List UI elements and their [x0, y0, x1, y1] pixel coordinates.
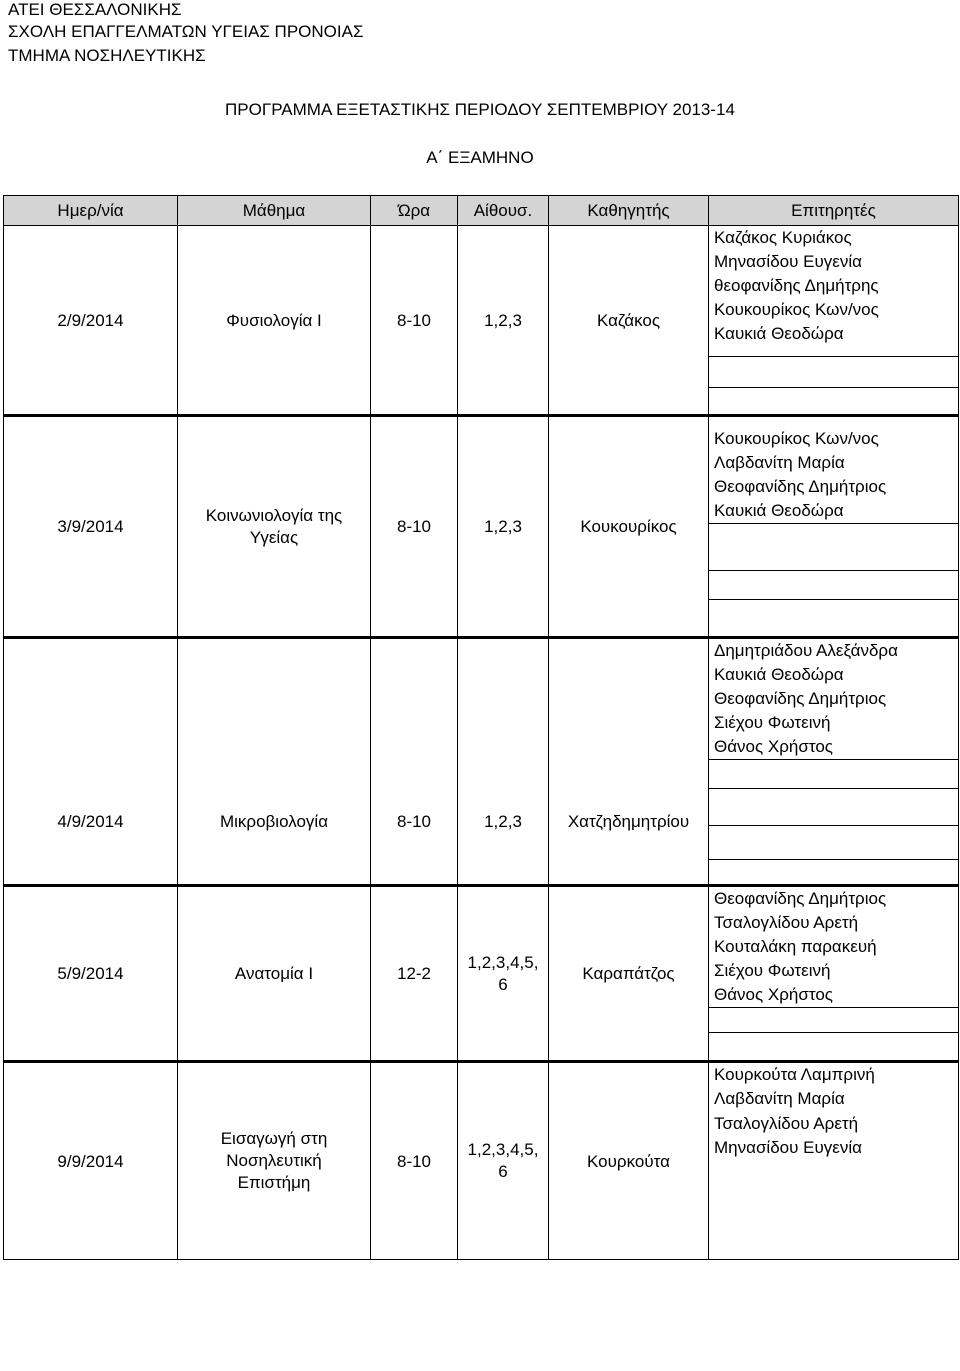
supervisor-name: Καυκιά Θεοδώρα — [709, 499, 959, 524]
supervisor-name: Θεοφανίδης Δημήτριος — [709, 475, 959, 499]
institution-name: ΑΤΕΙ ΘΕΣΣΑΛΟΝΙΚΗΣ — [8, 0, 182, 19]
supervisor-name: Σιέχου Φωτεινή — [709, 711, 959, 735]
supervisor-name: Σιέχου Φωτεινή — [709, 959, 959, 983]
exam-course — [178, 1062, 371, 1260]
supervisor-slot-empty — [709, 826, 959, 860]
course-name-line: Υγείας — [249, 527, 299, 547]
supervisor-name: Καυκιά Θεοδώρα — [709, 322, 959, 346]
supervisor-slot-empty — [709, 388, 959, 416]
exam-rooms: 1,2,3 — [458, 638, 549, 886]
supervisor-slot-empty — [709, 600, 959, 638]
course-name-line: Νοσηλευτική — [226, 1151, 322, 1170]
exam-date: 5/9/2014 — [4, 886, 178, 1062]
exam-rooms — [458, 886, 549, 1062]
exam-professor: Κουρκούτα — [549, 1062, 709, 1260]
supervisor-slot-empty — [709, 1033, 959, 1062]
exam-time: 8-10 — [371, 638, 458, 886]
supervisor-name: Θεοφανίδης Δημήτριος — [709, 886, 959, 912]
column-header-course: Μάθημα — [178, 196, 371, 226]
supervisor-name: Κουκουρίκος Κων/νος — [709, 298, 959, 322]
column-header-time: Ώρα — [371, 196, 458, 226]
page-title: ΠΡΟΓΡΑΜΜΑ ΕΞΕΤΑΣΤΙΚΗΣ ΠΕΡΙΟΔΟΥ ΣΕΠΤΕΜΒΡΙΟΥ 2013-14 — [225, 100, 735, 119]
table-header-row — [4, 196, 959, 226]
exam-schedule-table — [3, 195, 959, 1260]
course-name-line: Εισαγωγή στη — [220, 1129, 328, 1148]
supervisor-slot-empty — [709, 1160, 959, 1260]
supervisor-slot-empty — [709, 860, 959, 886]
supervisor-slot-empty — [709, 416, 959, 428]
course-name-line: Επιστήμη — [237, 1173, 311, 1192]
exam-professor: Κουκουρίκος — [549, 416, 709, 638]
exam-course: Μικροβιολογία — [178, 638, 371, 886]
supervisor-name: θεοφανίδης Δημήτρης — [709, 274, 959, 298]
rooms-line: 6 — [498, 974, 508, 994]
course-name-line: Κοινωνιολογία της — [205, 505, 343, 525]
supervisor-slot-empty — [709, 789, 959, 826]
supervisor-name: Λαβδανίτη Μαρία — [709, 1087, 959, 1111]
exam-course: Ανατομία Ι — [178, 886, 371, 1062]
rooms-line: 1,2,3,4,5, — [467, 952, 539, 972]
supervisor-slot-empty — [709, 346, 959, 357]
supervisor-name: Δημητριάδου Αλεξάνδρα — [709, 638, 959, 664]
supervisor-slot-empty — [709, 571, 959, 600]
column-header-date: Ημερ/νία — [4, 196, 178, 226]
supervisor-name: Καζάκος Κυριάκος — [709, 226, 959, 251]
exam-professor: Χατζηδημητρίου — [549, 638, 709, 886]
exam-professor: Καραπάτζος — [549, 886, 709, 1062]
exam-time: 8-10 — [371, 416, 458, 638]
supervisor-slot-empty — [709, 1008, 959, 1033]
supervisor-slot-empty — [709, 524, 959, 571]
supervisor-slot-empty — [709, 357, 959, 388]
table-row — [4, 1062, 959, 1088]
exam-time: 8-10 — [371, 1062, 458, 1260]
column-header-room: Αίθουσ. — [458, 196, 549, 226]
exam-professor: Καζάκος — [549, 226, 709, 416]
supervisor-name: Μηνασίδου Ευγενία — [709, 250, 959, 274]
supervisor-name: Καυκιά Θεοδώρα — [709, 663, 959, 687]
exam-rooms — [458, 1062, 549, 1260]
exam-time: 8-10 — [371, 226, 458, 416]
table-row — [4, 886, 959, 912]
supervisor-name: Κουκουρίκος Κων/νος — [709, 427, 959, 451]
department-name: ΤΜΗΜΑ ΝΟΣΗΛΕΥΤΙΚΗΣ — [8, 46, 206, 65]
supervisor-name: Θάνος Χρήστος — [709, 983, 959, 1008]
exam-rooms: 1,2,3 — [458, 226, 549, 416]
table-row — [4, 638, 959, 664]
supervisor-name: Κουρκούτα Λαμπρινή — [709, 1062, 959, 1088]
table-row — [4, 416, 959, 428]
exam-course: Φυσιολογία Ι — [178, 226, 371, 416]
column-header-supervisors: Επιτηρητές — [709, 196, 959, 226]
supervisor-name: Λαβδανίτη Μαρία — [709, 451, 959, 475]
exam-course — [178, 416, 371, 638]
supervisor-name: Θάνος Χρήστος — [709, 735, 959, 760]
rooms-line: 1,2,3,4,5, — [467, 1140, 539, 1159]
supervisor-name: Τσαλογλίδου Αρετή — [709, 1111, 959, 1135]
supervisor-name: Θεοφανίδης Δημήτριος — [709, 687, 959, 711]
exam-date: 3/9/2014 — [4, 416, 178, 638]
supervisor-name: Τσαλογλίδου Αρετή — [709, 911, 959, 935]
supervisor-name: Μηνασίδου Ευγενία — [709, 1136, 959, 1160]
exam-date: 2/9/2014 — [4, 226, 178, 416]
exam-time: 12-2 — [371, 886, 458, 1062]
semester-title: Α΄ ΕΞΑΜΗΝΟ — [426, 148, 534, 167]
column-header-professor: Καθηγητής — [549, 196, 709, 226]
rooms-line: 6 — [498, 1162, 508, 1181]
exam-rooms: 1,2,3 — [458, 416, 549, 638]
exam-date: 9/9/2014 — [4, 1062, 178, 1260]
school-name: ΣΧΟΛΗ ΕΠΑΓΓΕΛΜΑΤΩΝ ΥΓΕΙΑΣ ΠΡΟΝΟΙΑΣ — [8, 22, 364, 41]
table-row — [4, 226, 959, 251]
exam-date: 4/9/2014 — [4, 638, 178, 886]
supervisor-slot-empty — [709, 760, 959, 789]
supervisor-name: Κουταλάκη παρακευή — [709, 935, 959, 959]
